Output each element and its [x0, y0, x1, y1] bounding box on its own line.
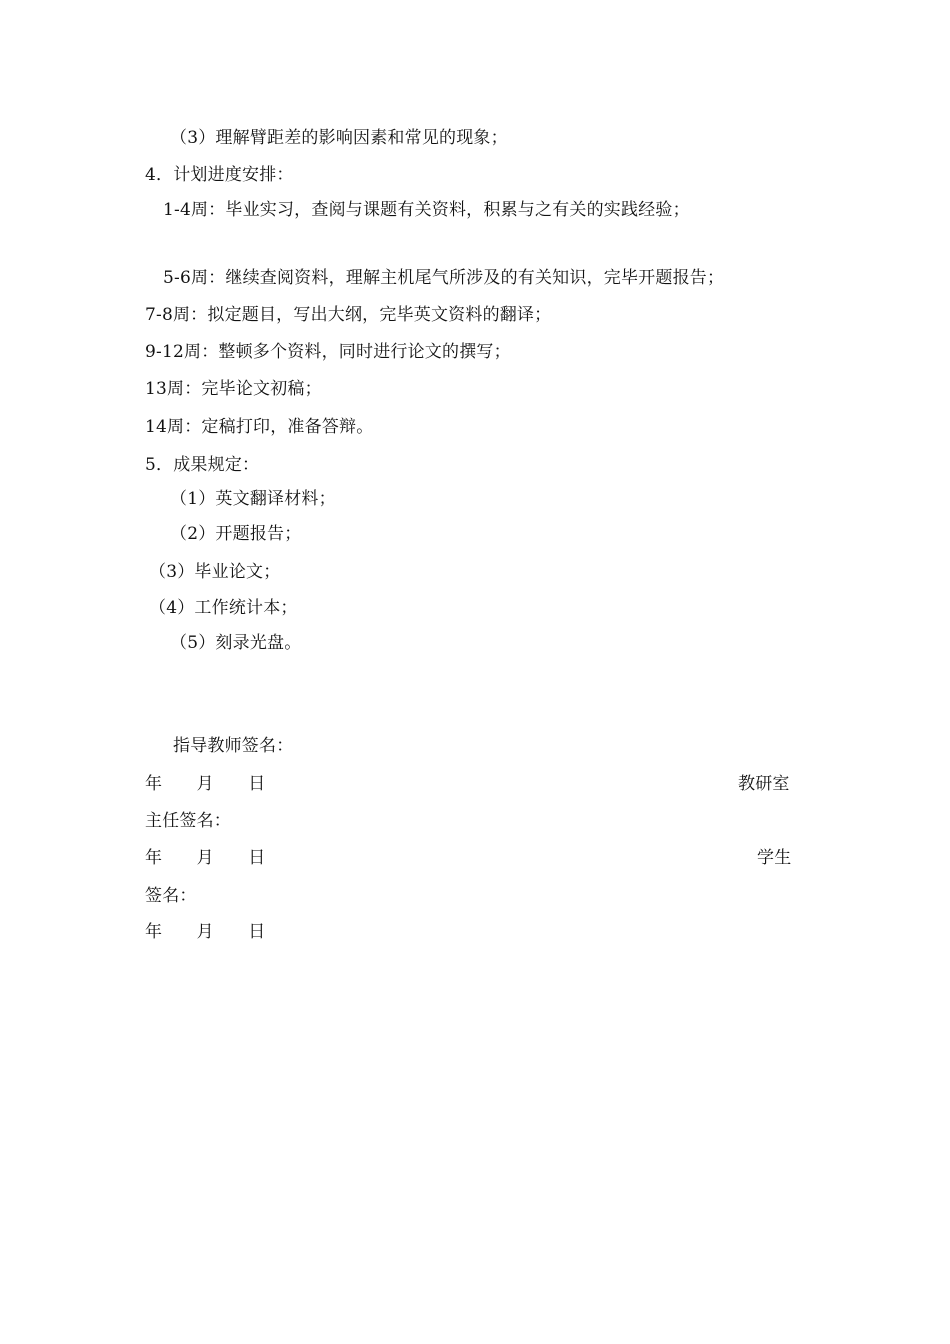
office-director-signature-date: 年 月 日 [145, 848, 266, 868]
result-item-proposal: （2）开题报告； [170, 524, 302, 544]
result-item-thesis: （3）毕业论文； [149, 562, 281, 582]
schedule-item-week13: 13周：完毕论文初稿； [145, 379, 322, 399]
result-item-worklog: （4）工作统计本； [149, 598, 298, 618]
result-item-disc: （5）刻录光盘。 [170, 633, 302, 653]
student-signature-date: 年 月 日 [145, 922, 266, 942]
section-heading-results: 5．成果规定： [145, 455, 260, 475]
student-label-part2: 签名： [145, 886, 197, 906]
list-item-understand-factors: （3）理解臂距差的影响因素和常见的现象； [170, 128, 508, 148]
advisor-signature-label: 指导教师签名： [173, 736, 294, 756]
schedule-item-week9-12: 9-12周：整顿多个资料，同时进行论文的撰写； [145, 342, 511, 362]
advisor-signature-date: 年 月 日 [145, 774, 266, 794]
schedule-item-week7-8: 7-8周：拟定题目，写出大纲，完毕英文资料的翻译； [145, 305, 552, 325]
result-item-translation: （1）英文翻译材料； [170, 489, 336, 509]
schedule-item-week14: 14周：定稿打印，准备答辩。 [145, 417, 374, 437]
schedule-item-week1-4: 1-4周：毕业实习，查阅与课题有关资料，积累与之有关的实践经验； [163, 200, 690, 220]
schedule-item-week5-6: 5-6周：继续查阅资料，理解主机尾气所涉及的有关知识，完毕开题报告； [163, 268, 725, 288]
section-heading-schedule: 4．计划进度安排： [145, 165, 294, 185]
office-director-label-part2: 主任签名： [145, 811, 231, 831]
student-label-part1: 学生 [757, 848, 792, 868]
office-director-label-part1: 教研室 [738, 774, 790, 794]
